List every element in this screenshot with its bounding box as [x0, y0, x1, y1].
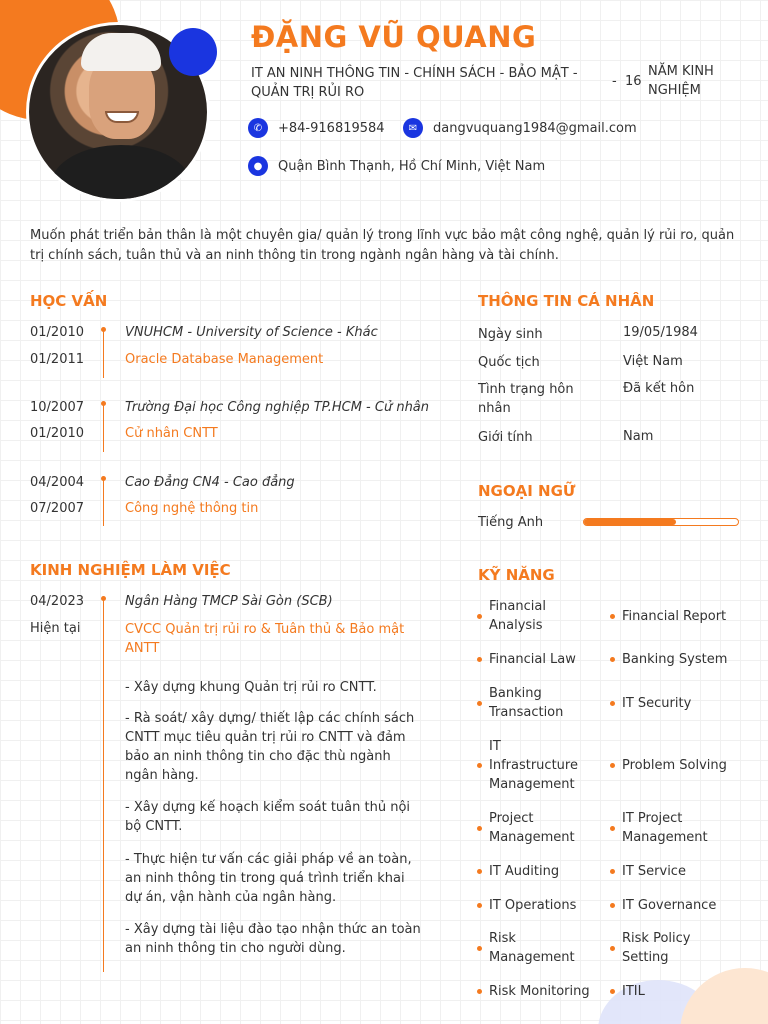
email-address: dangvuquang1984@gmail.com — [433, 120, 637, 136]
edu-end-date: 01/2010 — [30, 426, 85, 441]
bullet-icon — [610, 989, 615, 994]
bullet-icon — [477, 903, 482, 908]
bullet-icon — [610, 869, 615, 874]
bullet-icon — [610, 701, 615, 706]
address-contact — [248, 156, 545, 176]
info-value-gender: Nam — [623, 429, 654, 444]
skill-item: ITIL — [611, 982, 732, 1001]
phone-contact — [248, 118, 385, 138]
bullet-icon — [477, 989, 482, 994]
skill-item: Banking System — [611, 650, 732, 669]
info-label-marital: Tình trạng hôn nhân — [478, 382, 574, 416]
exp-task: - Xây dựng tài liệu đào tạo nhận thức an toàn an ninh thông tin cho người dùng. — [125, 922, 421, 956]
email-contact — [403, 118, 637, 138]
timeline-dot — [101, 476, 106, 481]
info-value-dob: 19/05/1984 — [623, 325, 698, 340]
decor-blue-circle — [169, 28, 217, 76]
skill-item: IT Auditing — [478, 862, 599, 881]
personal-info-heading: THÔNG TIN CÁ NHÂN — [478, 292, 655, 310]
bullet-icon — [477, 946, 482, 951]
skill-item: Financial Analysis — [478, 597, 599, 635]
years-label: NĂM KINH NGHIỆM — [648, 64, 714, 98]
edu-start-date: 01/2010 — [30, 325, 85, 340]
bullet-icon — [477, 701, 482, 706]
timeline-dot — [101, 401, 106, 406]
bullet-icon — [610, 763, 615, 768]
timeline-line — [103, 478, 104, 526]
edu-major: Cử nhân CNTT — [125, 426, 218, 441]
edu-start-date: 04/2004 — [30, 475, 85, 490]
edu-school: Cao Đẳng CN4 - Cao đẳng — [125, 475, 295, 490]
edu-school: Trường Đại học Công nghiệp TP.HCM - Cử nhân — [125, 400, 430, 415]
timeline-dot — [101, 596, 106, 601]
skill-item: Project Management — [478, 809, 599, 847]
language-level-bar — [583, 518, 739, 526]
info-value-nationality: Việt Nam — [623, 354, 683, 369]
timeline-line — [103, 598, 104, 972]
bullet-icon — [477, 869, 482, 874]
edu-major: Oracle Database Management — [125, 352, 324, 367]
info-label-gender: Giới tính — [478, 430, 533, 445]
exp-task: - Xây dựng khung Quản trị rủi ro CNTT. — [125, 680, 377, 695]
bullet-icon — [477, 657, 482, 662]
address-text: Quận Bình Thạnh, Hồ Chí Minh, Việt Nam — [278, 158, 546, 174]
exp-company: Ngân Hàng TMCP Sài Gòn (SCB) — [125, 594, 333, 609]
skill-item: Problem Solving — [611, 756, 732, 775]
exp-position: CVCC Quản trị rủi ro & Tuân thủ & Bảo mật ANTT — [125, 622, 405, 656]
mail-icon: ✉ — [403, 118, 423, 138]
skill-item: Financial Law — [478, 650, 599, 669]
job-title: IT AN NINH THÔNG TIN - CHÍNH SÁCH - BẢO MẬT - QUẢN TRỊ RỦI RO — [251, 66, 578, 100]
skill-item: Financial Report — [611, 607, 732, 626]
skills-heading: KỸ NĂNG — [478, 566, 555, 584]
bullet-icon — [610, 903, 615, 908]
skill-item: Risk Policy Setting — [611, 929, 732, 967]
timeline-dot — [101, 327, 106, 332]
bullet-icon — [477, 763, 482, 768]
bullet-icon — [610, 826, 615, 831]
skill-item: IT Security — [611, 694, 732, 713]
exp-end-date: Hiện tại — [30, 621, 81, 636]
skill-item: Banking Transaction — [478, 684, 599, 722]
bullet-icon — [610, 614, 615, 619]
exp-task: - Rà soát/ xây dựng/ thiết lập các chính sách CNTT mục tiêu quản trị rủi ro CNTT và đảm bảo an ninh thông tin cho đặc thù ngành ngân hàng. — [125, 711, 415, 783]
phone-number: +84-916819584 — [278, 120, 385, 136]
timeline-line — [103, 330, 104, 378]
exp-start-date: 04/2023 — [30, 594, 85, 609]
skill-item: Risk Management — [478, 929, 599, 967]
career-summary: Muốn phát triển bản thân là một chuyên gia/ quản lý trong lĩnh vực bảo mật công nghệ, quản lý rủi ro, quản trị chính sách, tuân thủ và an ninh thông tin trong ngành ngân hàng và tài chính. — [30, 228, 735, 263]
skill-item: IT Infrastructure Management — [478, 737, 589, 794]
years-experience — [612, 74, 642, 89]
phone-icon: ✆ — [248, 118, 268, 138]
education-heading: HỌC VẤN — [30, 292, 108, 310]
edu-major: Công nghệ thông tin — [125, 501, 259, 516]
edu-end-date: 07/2007 — [30, 501, 85, 516]
info-value-marital: Đã kết hôn — [623, 381, 695, 396]
language-heading: NGOẠI NGỮ — [478, 482, 576, 500]
experience-heading: KINH NGHIỆM LÀM VIỆC — [30, 561, 231, 579]
skill-item: IT Governance — [611, 896, 732, 915]
bullet-icon — [610, 946, 615, 951]
skill-item: IT Project Management — [611, 809, 732, 847]
candidate-name: ĐẶNG VŨ QUANG — [251, 20, 537, 54]
info-label-nationality: Quốc tịch — [478, 355, 540, 370]
info-label-dob: Ngày sinh — [478, 327, 543, 342]
edu-start-date: 10/2007 — [30, 400, 85, 415]
exp-task: - Xây dựng kế hoạch kiểm soát tuân thủ nội bộ CNTT. — [125, 800, 411, 834]
years-separator: - — [612, 74, 617, 89]
years-number: 16 — [624, 74, 642, 89]
bullet-icon — [477, 826, 482, 831]
bullet-icon — [610, 657, 615, 662]
skill-item: Risk Monitoring — [478, 982, 599, 1001]
bullet-icon — [477, 614, 482, 619]
edu-school: VNUHCM - University of Science - Khác — [125, 325, 378, 340]
timeline-line — [103, 404, 104, 452]
skill-item: IT Service — [611, 862, 732, 881]
language-level-fill — [584, 519, 676, 525]
exp-task: - Thực hiện tư vấn các giải pháp về an toàn, an ninh thông tin trong quá trình triển khai dự án, vận hành của ngân hàng. — [125, 852, 412, 905]
language-name: Tiếng Anh — [478, 515, 544, 530]
location-pin-icon: ● — [248, 156, 268, 176]
edu-end-date: 01/2011 — [30, 352, 85, 367]
skill-item: IT Operations — [478, 896, 599, 915]
